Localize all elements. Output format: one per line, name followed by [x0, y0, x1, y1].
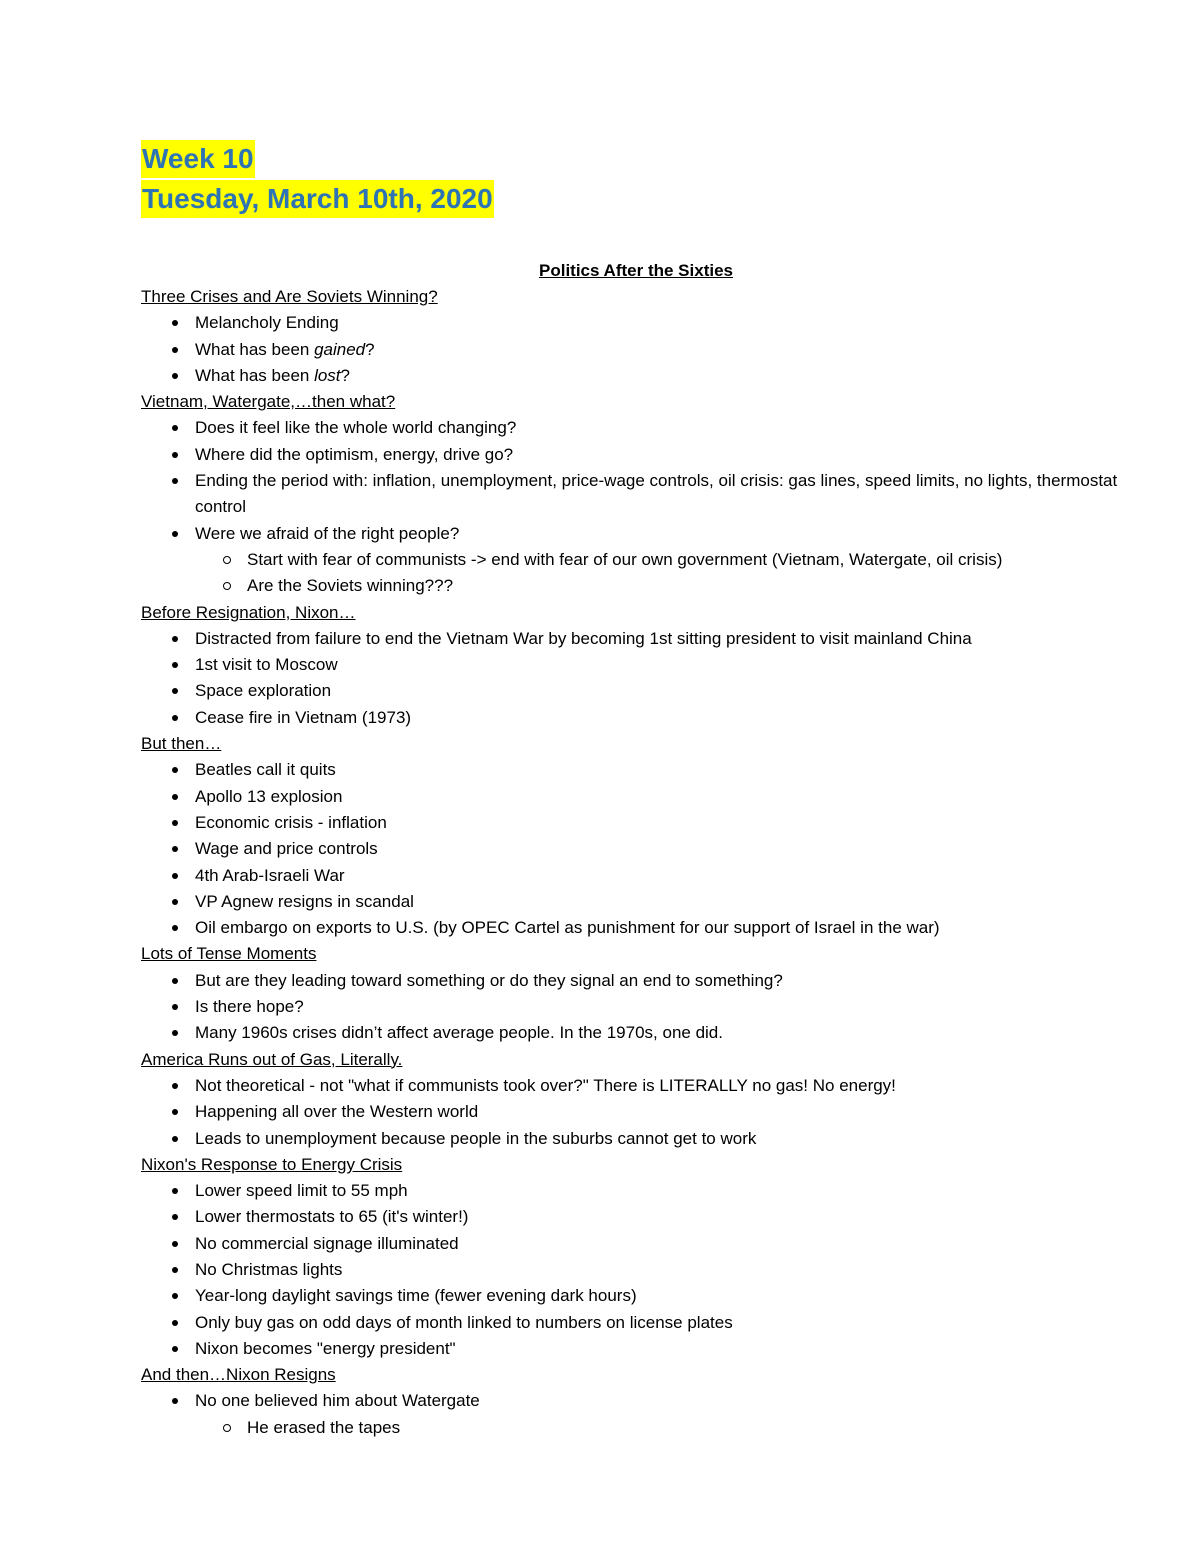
list-item-text: Beatles call it quits: [195, 760, 336, 780]
list-item: [141, 442, 1126, 468]
list-item: [141, 626, 1126, 652]
list-item: [141, 784, 1126, 810]
list-item: [141, 1204, 1126, 1230]
list-item-text: What has been gained?: [195, 339, 375, 359]
list-item: [141, 337, 1126, 363]
notes-body: [141, 284, 1126, 1441]
list-item-text: Many 1960s crises didn’t affect average people. In the 1970s, one did.: [195, 1023, 723, 1043]
list-item: [141, 652, 1126, 678]
list-item: [141, 521, 1126, 547]
list-item: [141, 310, 1126, 336]
section-heading: Before Resignation, Nixon…: [141, 602, 356, 622]
list-item: [141, 1073, 1126, 1099]
list-item: [141, 1283, 1126, 1309]
list-item: [141, 889, 1126, 915]
list-item-text: No commercial signage illuminated: [195, 1233, 459, 1253]
list-item: [141, 705, 1126, 731]
list-item: [141, 415, 1126, 441]
list-item-text: Oil embargo on exports to U.S. (by OPEC Cartel as punishment for our support of Israel in the war): [195, 918, 940, 938]
list-item: [141, 1020, 1126, 1046]
bullet-list: [141, 968, 1126, 1047]
section-heading: Nixon's Response to Energy Crisis: [141, 1154, 403, 1174]
bullet-list: [141, 1073, 1126, 1152]
list-item-text: Does it feel like the whole world changing?: [195, 418, 517, 438]
section-heading: America Runs out of Gas, Literally.: [141, 1049, 403, 1069]
section-heading: But then…: [141, 734, 222, 754]
sub-bullet-list: [141, 547, 1126, 600]
list-item-text: Distracted from failure to end the Vietnam War by becoming 1st sitting president to visit mainland China: [195, 628, 972, 648]
date-heading: Tuesday, March 10th, 2020: [141, 180, 494, 218]
list-item-text: No one believed him about Watergate: [195, 1391, 480, 1411]
list-item: [141, 1231, 1126, 1257]
list-item-text: VP Agnew resigns in scandal: [195, 891, 414, 911]
list-item: [141, 810, 1126, 836]
sub-list-item-text: Are the Soviets winning???: [247, 576, 454, 596]
list-item: [141, 1099, 1126, 1125]
sub-list-item: [194, 573, 1126, 599]
list-item-text: Apollo 13 explosion: [195, 786, 343, 806]
list-item: [141, 1257, 1126, 1283]
list-item-text: What has been lost?: [195, 365, 351, 385]
header-block: [141, 140, 494, 220]
list-item: [141, 863, 1126, 889]
list-item: [141, 678, 1126, 704]
list-item-text: Happening all over the Western world: [195, 1102, 479, 1122]
sub-list-item-text: Start with fear of communists -> end with fear of our own government (Vietnam, Watergate, oil crisis): [247, 549, 1003, 569]
list-item: [141, 363, 1126, 389]
list-item-text: Cease fire in Vietnam (1973): [195, 707, 412, 727]
list-item: [141, 1336, 1126, 1362]
week-heading: Week 10: [141, 140, 255, 178]
list-item-text: Melancholy Ending: [195, 313, 339, 333]
sub-list-item: [194, 1415, 1126, 1441]
hollow-bullet-icon: [223, 1424, 231, 1432]
list-item: [141, 968, 1126, 994]
list-item-text: Were we afraid of the right people?: [195, 523, 460, 543]
bullet-list: [141, 1178, 1126, 1362]
section-heading: Three Crises and Are Soviets Winning?: [141, 287, 438, 306]
bullet-list: [141, 626, 1126, 731]
list-item-text: Lower thermostats to 65 (it's winter!): [195, 1207, 469, 1227]
list-item-text: Is there hope?: [195, 997, 304, 1017]
list-item-text: 1st visit to Moscow: [195, 655, 338, 675]
list-item: [141, 915, 1126, 941]
list-item-text: Leads to unemployment because people in the suburbs cannot get to work: [195, 1128, 757, 1148]
list-item: [141, 1388, 1126, 1414]
document-title: Politics After the Sixties: [539, 261, 733, 280]
bullet-list: [141, 757, 1126, 941]
list-item-text: 4th Arab-Israeli War: [195, 865, 345, 885]
bullet-list: [141, 1388, 1126, 1441]
list-item-text: Where did the optimism, energy, drive go?: [195, 444, 514, 464]
list-item-text: No Christmas lights: [195, 1259, 343, 1279]
sub-list-item: [194, 547, 1126, 573]
list-item-text: But are they leading toward something or do they signal an end to something?: [195, 970, 783, 990]
sub-list-item-text: He erased the tapes: [247, 1417, 401, 1437]
sub-bullet-list: [141, 1415, 1126, 1441]
list-item: [141, 1178, 1126, 1204]
list-item: [141, 1310, 1126, 1336]
list-item: [141, 994, 1126, 1020]
list-item-text: Nixon becomes "energy president": [195, 1338, 456, 1358]
section-heading: Vietnam, Watergate,…then what?: [141, 392, 396, 412]
list-item-text: Space exploration: [195, 681, 332, 701]
list-item-text: Ending the period with: inflation, unemployment, price-wage controls, oil crisis: gas lines, speed limits, no lights, thermostat control: [195, 471, 1118, 517]
section-heading: Lots of Tense Moments: [141, 944, 317, 964]
list-item-text: Economic crisis - inflation: [195, 812, 387, 832]
section-heading: And then…Nixon Resigns: [141, 1365, 336, 1385]
list-item: [141, 757, 1126, 783]
list-item-text: Wage and price controls: [195, 839, 378, 859]
bullet-list: [141, 310, 1126, 389]
bullet-list: [141, 415, 1126, 599]
list-item-text: Not theoretical - not "what if communists took over?" There is LITERALLY no gas! No energy!: [195, 1075, 896, 1095]
list-item: [141, 836, 1126, 862]
list-item-text: Lower speed limit to 55 mph: [195, 1181, 408, 1201]
list-item-text: Only buy gas on odd days of month linked to numbers on license plates: [195, 1312, 733, 1332]
list-item: [141, 1126, 1126, 1152]
list-item: [141, 468, 1126, 521]
hollow-bullet-icon: [223, 582, 231, 590]
list-item-text: Year-long daylight savings time (fewer evening dark hours): [195, 1286, 637, 1306]
hollow-bullet-icon: [223, 556, 231, 564]
